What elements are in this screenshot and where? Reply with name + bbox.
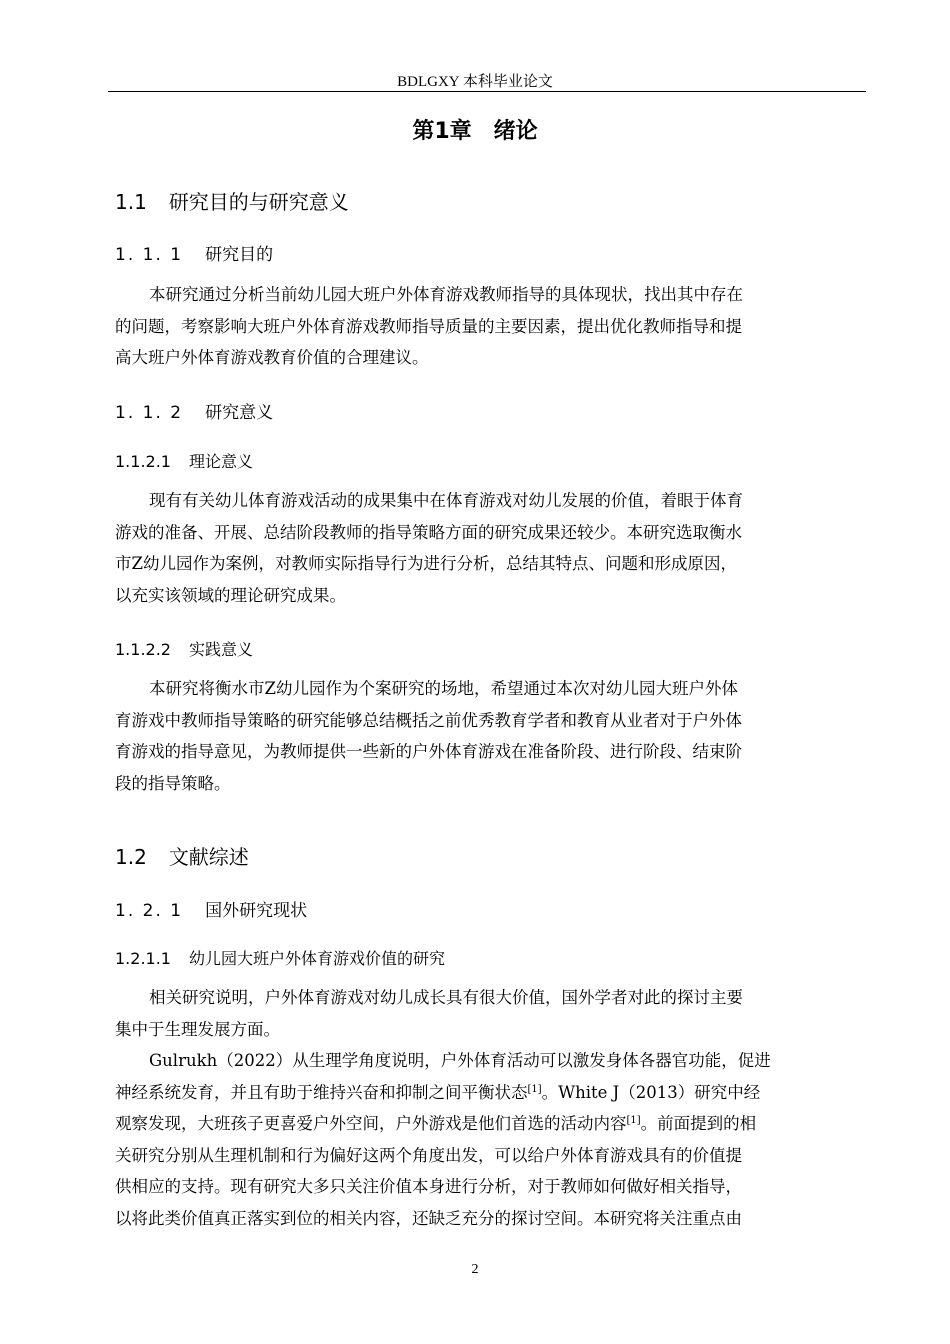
chapter-title: 第1章 绪论 [412, 119, 538, 144]
text-line: 游戏的准备、开展、总结阶段教师的指导策略方面的研究成果还较少。本研究选取衡水 [115, 522, 742, 542]
section-heading-1-2 [115, 841, 249, 870]
paragraph-practical-significance [115, 673, 860, 799]
paragraph-value-intro [115, 982, 860, 1045]
text-line: 的问题，考察影响大班户外体育游戏教师指导质量的主要因素，提出优化教师指导和提 [115, 316, 742, 336]
subsection-heading-1-2-1 [115, 896, 307, 921]
text-line: 关研究分别从生理机制和行为偏好这两个角度出发，可以给户外体育游戏具有的价值提 [115, 1145, 742, 1165]
section-title: 研究意义 [205, 403, 274, 423]
text-segment: 神经系统发育，并且有助于维持兴奋和抑制之间平衡状态 [115, 1082, 528, 1102]
text-segment: 观察发现，大班孩子更喜爱户外空间，户外游戏是他们首选的活动内容 [115, 1114, 627, 1133]
section-number: 1.2.1.1 [115, 949, 171, 968]
subsubsection-heading-1-2-1-1 [115, 946, 445, 969]
citation-ref[interactable]: [1] [626, 1115, 641, 1126]
paragraph-research-purpose [115, 279, 860, 374]
page-number: 2 [471, 1262, 479, 1277]
header-divider [108, 91, 866, 92]
text-line [115, 1077, 860, 1109]
subsection-heading-1-1-1 [115, 240, 273, 265]
text-line: 以充实该领域的理论研究成果。 [115, 585, 346, 605]
section-number: 1. 1. 1 [115, 245, 184, 265]
section-title: 国外研究现状 [205, 901, 308, 921]
text-line: 高大班户外体育游戏教育价值的合理建议。 [115, 348, 429, 367]
text-line: 本研究将衡水市Z幼儿园作为个案研究的场地，希望通过本次对幼儿园大班户外体 [149, 679, 738, 698]
section-number: 1. 1. 2 [115, 403, 184, 423]
text-line: 段的指导策略。 [115, 773, 231, 793]
text-line: 现有有关幼儿体育游戏活动的成果集中在体育游戏对幼儿发展的价值，着眼于体育 [149, 491, 743, 510]
text-line: 供相应的支持。现有研究大多只关注价值本身进行分析，对于教师如何做好相关指导， [115, 1177, 742, 1196]
section-heading-1-1 [115, 186, 349, 215]
text-segment: 。前面提到的相 [640, 1114, 757, 1133]
text-line: Gulrukh（2022）从生理学角度说明，户外体育活动可以激发身体各器官功能，促进 [149, 1051, 771, 1070]
section-title: 研究目的与研究意义 [168, 190, 349, 214]
paragraph-theoretical-significance [115, 485, 860, 611]
section-title: 理论意义 [188, 452, 253, 471]
text-line: 育游戏中教师指导策略的研究能够总结概括之前优秀教育学者和教育从业者对于户外体 [115, 710, 742, 730]
text-segment: 。White J（2013）研究中经 [541, 1082, 761, 1102]
section-number: 1.1 [115, 190, 147, 214]
citation-ref[interactable]: [1] [527, 1083, 542, 1095]
text-line [115, 1108, 860, 1140]
text-line: 以将此类价值真正落实到位的相关内容，还缺乏充分的探讨空间。本研究将关注重点由 [115, 1208, 742, 1228]
section-title: 幼儿园大班户外体育游戏价值的研究 [188, 949, 445, 968]
header-title: BDLGXY 本科毕业论文 [397, 74, 553, 90]
subsection-heading-1-1-2 [115, 398, 273, 423]
section-number: 1.1.2.2 [115, 640, 171, 659]
subsubsection-heading-1-1-2-1 [115, 449, 253, 472]
section-number: 1. 2. 1 [115, 901, 184, 921]
section-title: 文献综述 [168, 845, 249, 869]
text-line: 育游戏的指导意见，为教师提供一些新的户外体育游戏在准备阶段、进行阶段、结束阶 [115, 742, 742, 761]
text-line: 市Z幼儿园作为案例，对教师实际指导行为进行分析，总结其特点、问题和形成原因， [115, 554, 737, 573]
text-line: 集中于生理发展方面。 [115, 1019, 280, 1039]
section-title: 研究目的 [205, 245, 274, 265]
section-number: 1.1.2.1 [115, 452, 171, 471]
text-line: 本研究通过分析当前幼儿园大班户外体育游戏教师指导的具体现状，找出其中存在 [149, 285, 743, 304]
paragraph-value-detail [115, 1045, 860, 1234]
subsubsection-heading-1-1-2-2 [115, 637, 253, 660]
section-title: 实践意义 [188, 640, 253, 659]
text-line: 相关研究说明，户外体育游戏对幼儿成长具有很大价值，国外学者对此的探讨主要 [149, 988, 743, 1007]
section-number: 1.2 [115, 845, 147, 869]
